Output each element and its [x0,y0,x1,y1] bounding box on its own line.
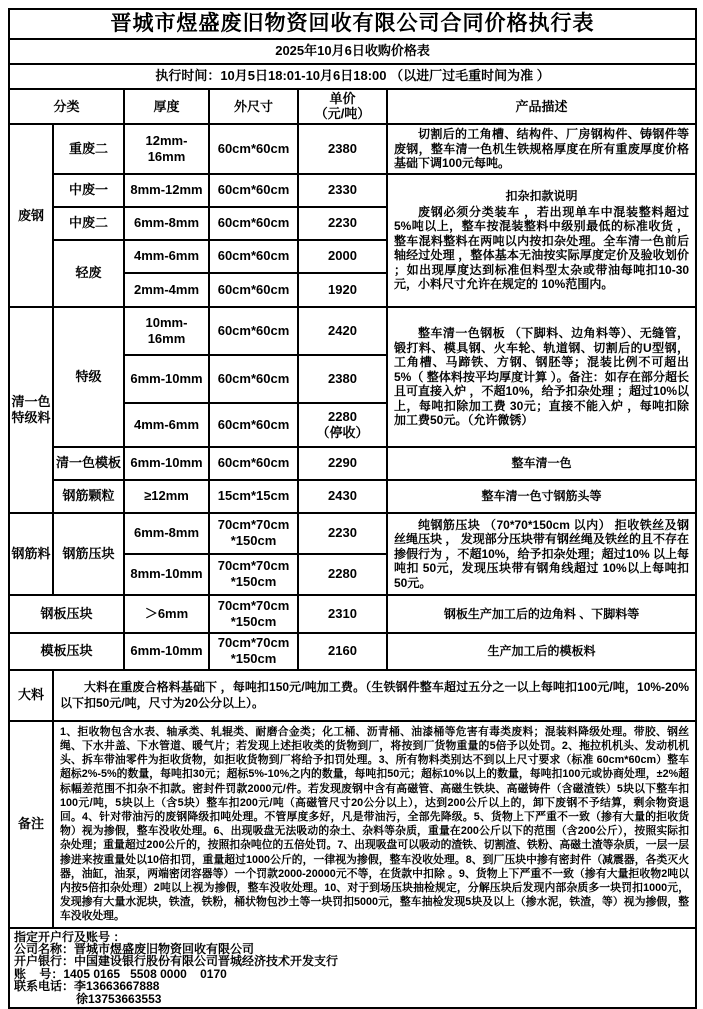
table-row [9,174,696,207]
description-text: 整车清一色钢板 （下脚料、边角料等）、无缝管， 锻打料、模具钢、火车轮、轨道钢、切割后的U型钢，工角槽、马蹄铁、方钢、钢胚等；混装比例不可超出 5%（ 整体料按平均厚度计算 ）。备注：如存在部分超长且可直接入炉 ，不超10%，给予扣杂处理 ；超过10%以上，每吨扣除加工费 30元；直接不能入炉 ，每吨扣除加工费50元。（允许微锈） [394,326,690,428]
table-row [9,480,696,513]
group-label-rebar: 钢筋料 [9,513,53,595]
dalia-paragraph: 大料在重废合格料基础下 ，每吨扣150元/吨加工费。（生铁钢件整车超过五分之一以上每吨扣100元/吨，10%-20% 以下扣50元/吨，尺寸为20公分以上）。 [60,680,690,711]
col-header-thickness: 厚度 [124,89,209,125]
cell-thickness: 6mm-10mm [124,355,209,403]
price-table [8,8,697,1009]
cell-price: 2330 [298,174,387,207]
cell-size: 60cm*60cm [209,355,298,403]
size-line2: *150cm [230,613,277,629]
cell-size: 60cm*60cm [209,174,298,207]
group-label-feigang: 废钢 [9,124,53,307]
phone-line-1: 联系电话：李13663667888 [14,979,160,994]
cell-description: 生产加工后的模板料 [387,633,696,670]
cell-description [387,513,696,595]
table-row [9,513,696,554]
bank-info-heading: 指定开户行及账号 ： [14,929,126,944]
date-subtitle: 2025年10月6日收购价格表 [9,39,696,64]
cell-description [387,174,696,307]
bank-name-line: 开户银行：中国建设银行股份有限公司晋城经济技术开发支行 [14,954,339,969]
subtitle-row [9,39,696,64]
cell-thickness: 6mm-10mm [124,447,209,480]
cell-price: 2280 [298,554,387,595]
cell-description: 整车清一色寸钢筋头等 [387,480,696,513]
cell-thickness: 6mm-8mm [124,207,209,240]
cell-name: 钢板压块 [9,595,124,633]
cell-thickness: 4mm-6mm [124,240,209,273]
cell-price: 2380 [298,124,387,174]
dalia-text [53,670,696,721]
footer-row [9,928,696,1008]
col-header-price-line1: 单价 [329,90,356,106]
cell-price: 2000 [298,240,387,273]
cell-name: 特级 [53,307,124,447]
cell-size: 60cm*60cm [209,240,298,273]
cell-thickness: 10mm-16mm [124,307,209,355]
size-line1: 70cm*70cm [217,558,290,574]
size-line1: 70cm*70cm [217,635,290,651]
cell-thickness: 4mm-6mm [124,403,209,447]
deduction-note-body: 废钢必须分类装车 ，若出现单车中混装整料超过 5%吨以上，整车按混装整料中级别最低的标准收货 ，整车混料整料在两吨以内按扣杂处理。全车清一色前后轴经过处理 ，整体基本无油按实际厚度定价及验收划价 ；如出现厚度达到标准但料型太杂或带油每吨扣10-30元，小料尺寸允许在规定的 10%范围内。 [394,204,690,292]
price-sheet [8,8,695,1009]
header-row [9,89,696,125]
description-text: 纯钢筋压块 （70*70*150cm 以内） 拒收铁丝及钢丝绳压块 ， 发现部分压块带有钢丝绳及铁丝的且不存在掺假行为 ，不超10%，给予扣杂处理；超过10% 以上每吨扣 50元，发现压块带有钢角线超过 10%以上每吨扣 50元。 [394,517,690,590]
cell-price: 2310 [298,595,387,633]
cell-price: 2430 [298,480,387,513]
cell-thickness: 6mm-10mm [124,633,209,670]
title-row [9,9,696,39]
cell-thickness: 6mm-8mm [124,513,209,554]
cell-thickness: ≥12mm [124,480,209,513]
size-line1: 70cm*70cm [217,517,290,533]
cell-description: 钢板生产加工后的边角料 、下脚料等 [387,595,696,633]
account-number-line: 账 号：1405 0165 5508 0000 0170 [14,966,227,981]
col-header-size: 外尺寸 [209,89,298,125]
cell-size [209,554,298,595]
col-header-price [298,89,387,125]
cell-size: 60cm*60cm [209,403,298,447]
cell-size [209,513,298,554]
cell-name: 模板压块 [9,633,124,670]
size-line2: *150cm [230,533,277,549]
execution-time: 执行时间：10月5日18:01-10月6日18:00 （以进厂过毛重时间为准 ） [9,64,696,89]
cell-name: 清一色模板 [53,447,124,480]
col-header-description: 产品描述 [387,89,696,125]
cell-size [209,633,298,670]
size-line1: 70cm*70cm [217,597,290,613]
cell-price: 1920 [298,273,387,307]
cell-thickness: ＞6mm [124,595,209,633]
cell-description [387,307,696,447]
group-label-dalia: 大料 [9,670,53,721]
table-row [9,670,696,721]
cell-thickness: 2mm-4mm [124,273,209,307]
cell-price: 2230 [298,207,387,240]
price-suspended-note: （停收） [316,424,369,440]
table-row [9,595,696,633]
cell-size: 60cm*60cm [209,273,298,307]
size-line2: *150cm [230,651,277,667]
cell-description [387,124,696,174]
company-name-line: 公司名称：晋城市煜盛废旧物资回收有限公司 [14,942,255,957]
cell-price: 2380 [298,355,387,403]
cell-name: 中废一 [53,174,124,207]
price-value: 2280 [328,408,357,424]
cell-price: 2420 [298,307,387,355]
description-text: 切割后的工角槽、结构件、厂房钢构件、铸钢件等废钢，整车清一色机生铁规格厚度在所有重废厚度价格基础下调100元每吨。 [394,127,690,171]
cell-thickness: 8mm-10mm [124,554,209,595]
phone-line-2: 徐13753663553 [76,991,162,1006]
col-header-price-line2: （元/吨） [314,106,371,122]
cell-description: 整车清一色 [387,447,696,480]
cell-size: 15cm*15cm [209,480,298,513]
remarks-label: 备注 [9,721,53,928]
cell-size: 60cm*60cm [209,207,298,240]
cell-price: 2290 [298,447,387,480]
size-line2: *150cm [230,574,277,590]
table-row [9,633,696,670]
cell-price [298,403,387,447]
deduction-note-title: 扣杂扣款说明 [505,189,578,204]
cell-size: 60cm*60cm [209,447,298,480]
cell-price: 2160 [298,633,387,670]
bank-info-block [9,928,696,1008]
execution-row [9,64,696,89]
cell-name: 钢筋压块 [53,513,124,595]
cell-size: 60cm*60cm [209,124,298,174]
table-row [9,124,696,174]
cell-thickness: 12mm-16mm [124,124,209,174]
cell-size: 60cm*60cm [209,307,298,355]
table-row [9,307,696,355]
remarks-row [9,721,696,928]
cell-name: 钢筋颗粒 [53,480,124,513]
cell-price: 2230 [298,513,387,554]
cell-name: 中废二 [53,207,124,240]
table-row [9,447,696,480]
cell-size [209,595,298,633]
group-label-special: 清一色特级料 [9,307,53,513]
cell-name: 重废二 [53,124,124,174]
cell-name: 轻废 [53,240,124,307]
remarks-text: 1、拒收物包含水表、轴承类、轧辊类、耐磨合金类；化工桶、沥青桶、油漆桶等危害有毒类废料；混装料降级处理。带胶、钢丝绳、下水井盖、下水管道、暖气片；若发现上述拒收类的货物到厂，将按到厂货物重量的5倍予以处罚。2、拖拉机机头、发动机机头、拆车带油零件为拒收货物，如拒收货物到厂将给予扣罚处理。3、所有物料类别达不到以上尺寸要求（标准 60cm*60cm）整车超标2%-5%的数量，每吨扣30元；超标5%-10%之内的数量，每吨扣50元；超标10%以上的数量，每吨扣100元或协商处理，±2%超标幅差范围不扣杂不扣款。密封件罚款2000元/件。若发现废钢中含有高磁管、高磁生铁块、高磁铸件（含磁渣铁）5块以下整车扣100元/吨，5块以上（含5块）整车扣200元/吨（高磁管尺寸20公分以上），达到200公斤以上的，卸下废钢不予结算，剩余物资退回。4、针对带油污的废钢降级扣吨处理。不管厚度多好，凡是带油污，全部先降级。5、货物上下严重不一致（掺有大量的拒收货物）视为掺假，整车没收处理。6、出现吸盘无法吸动的杂土、杂料等杂质，重量在200公斤以下的范围（含200公斤），按照实际扣杂处理；重量超过200公斤的，按照扣杂吨位的五倍处罚。7、出现吸盘可以吸动的渣铁、切割渣、铁粉、高磁土渣等杂质，一层一层掺进来按重量处以10倍扣罚，重量超过1000公斤的，一律视为掺假，整车没收处理。8、到厂压块中掺有密封件（减震器，各类灭火器，油缸，油泵，两端密闭容器等）一个罚款2000-20000元不等，在货款中扣除 。9、货物上下严重不一致（掺有大量拒收物2吨以内按5倍扣杂处理）2吨以上视为掺假，整车没收处理。10、对于到场压块抽检规定，分解压块后发现内部杂质多一块罚扣1000元，发现掺有大量水泥块，铁渣，铁粉，桶状物包沙土等一块罚扣5000元，整车抽检发现5块及以上（掺水泥，铁渣，等）视为掺假，整车没收处理。 [53,721,696,928]
col-header-category: 分类 [9,89,124,125]
page-title: 晋城市煜盛废旧物资回收有限公司合同价格执行表 [9,9,696,39]
cell-thickness: 8mm-12mm [124,174,209,207]
